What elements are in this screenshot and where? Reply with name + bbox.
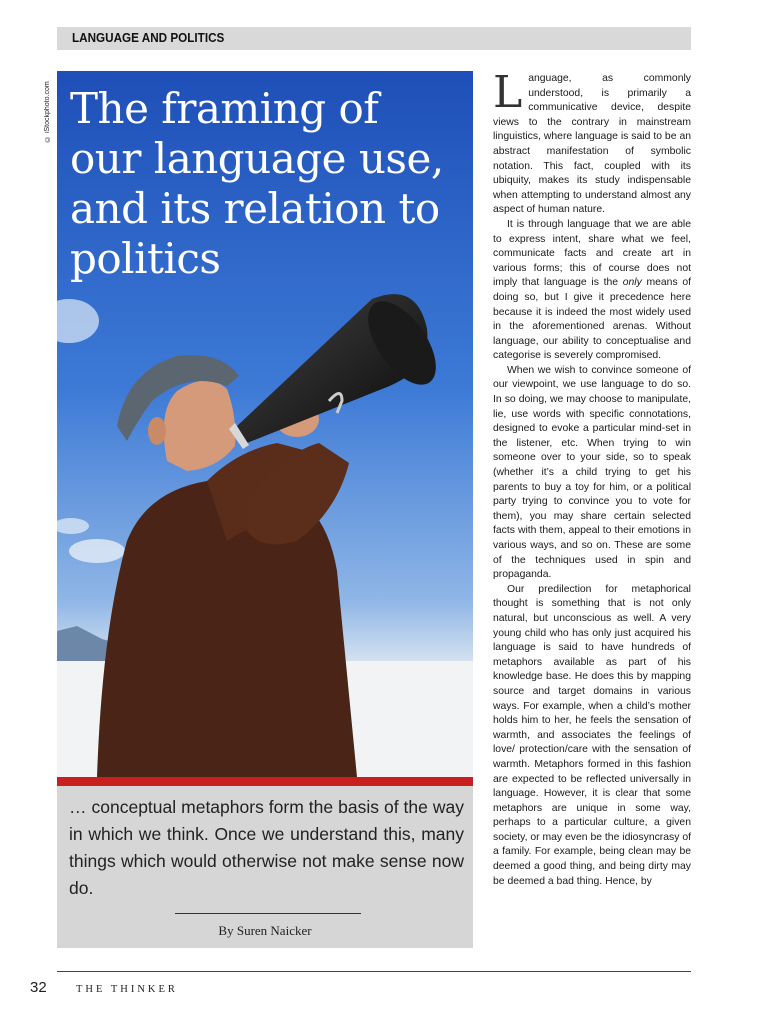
pull-quote: … conceptual metaphors form the basis of the way in which we think. Once we understand this, many things which would otherwise not make sense now do. (69, 797, 464, 898)
byline: By Suren Naicker (218, 923, 312, 938)
paragraph-1: Language, as commonly understood, is primarily a communicative device, despite views to the contrary in mainstream linguistics, where language is said to be an abstract manifestation of symbolic notation. This fact, coupled with its ubiquity, makes its study indispensable when attempting to understand almost any aspect of human nature. (493, 67, 691, 216)
paragraph-4: Our predilection for metaphorical thought is something that is not only natural, but unconscious as well. A very young child who has only just acquired his language is said to have hundreds of metaphors available as part of his knowledge base. He does this by mapping source and target domains in various ways. For example, when a child’s mother holds him to her, he feels the sensation of warmth, and associates the feelings of love/ protection/care with the sensation of warmth. Metaphors formed in this fashion are expected to be reflected universally in language. However, it is clear that some metaphors are unique in some way, perhaps to a particular culture, a given society, or may even be the idiosyncrasy of a family. For example, being clean may be deemed a good thing, and being dirty may be deemed a bad thing. Hence, by (493, 583, 691, 887)
pull-quote-box (57, 786, 473, 948)
section-label: LANGUAGE AND POLITICS (72, 30, 225, 45)
footer-rule (57, 971, 691, 972)
section-header-bar (57, 27, 691, 50)
magazine-name: THE THINKER (76, 984, 178, 995)
article-title: The framing of our language use, and its relation to politics (70, 84, 444, 283)
photo-credit: © iStockphoto.com (44, 81, 51, 142)
article-body (493, 67, 691, 889)
paragraph-3: When we wish to convince someone of our viewpoint, we use language to do so. In so doing, we may choose to manipulate, lie, use words with specific connotations, designed to evoke a particular mind-set in the listener, etc. When trying to win someone over to your side, so to speak (whether it’s a child trying to get his parents to buy a toy for him, or a political party trying to convince you to vote for them), you may share certain selected facts with them, appeal to their emotions in various ways, and so on. These are some of the techniques used in spin and propaganda. (493, 364, 691, 581)
drop-cap: L (493, 67, 523, 118)
page-number: 32 (30, 979, 47, 996)
emphasis-only: only (622, 277, 642, 289)
accent-rule (57, 777, 473, 786)
byline-divider (175, 913, 361, 914)
paragraph-2: It is through language that we are able to express intent, share what we feel, communicate facts and create art in various forms; this of course does not imply that language is the only means of doing so, but I give it precedence here because it is indeed the most widely used in the aforementioned arenas. Without language, our ability to conceptualise and categorise is severely compromised. (493, 218, 691, 362)
